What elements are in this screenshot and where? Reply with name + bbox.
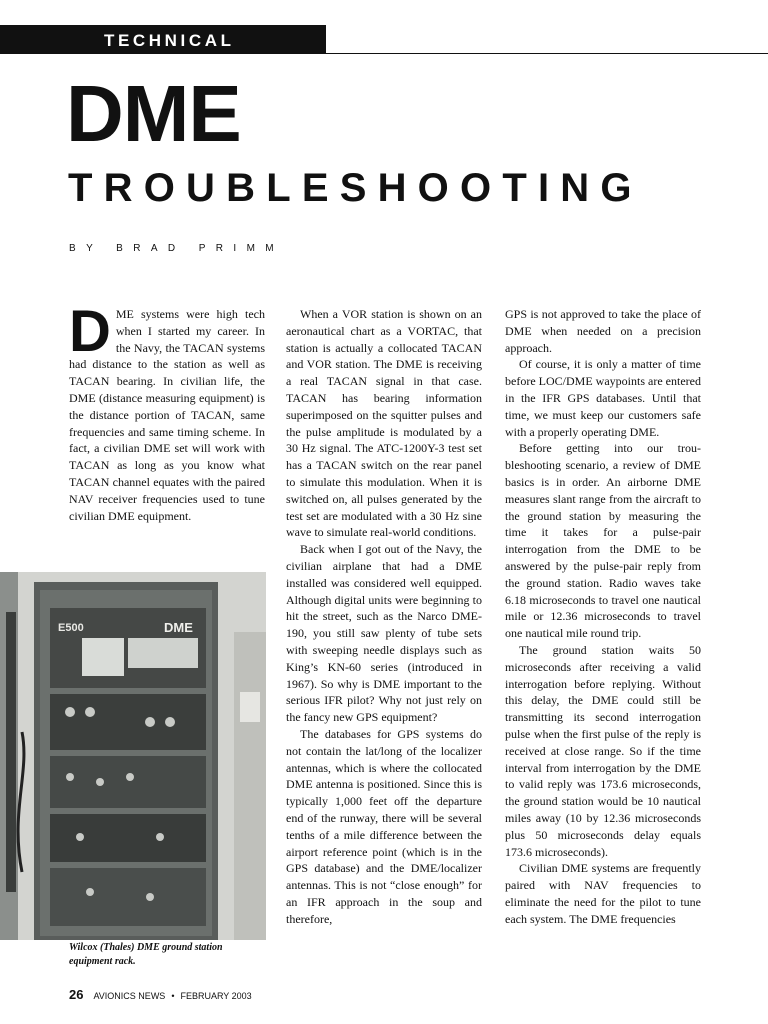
publication-name: AVIONICS NEWS bbox=[93, 991, 166, 1001]
article-subtitle: TROUBLESHOOTING bbox=[68, 166, 643, 210]
photo-label-right: DME bbox=[164, 620, 193, 635]
page-number: 26 bbox=[69, 987, 84, 1002]
paragraph: Civilian DME systems are frequently paired with NAV frequencies to eliminate the need for the pilot to tune each system. The DME frequencies bbox=[505, 861, 701, 926]
paragraph bbox=[69, 299, 265, 524]
drop-cap: D bbox=[69, 299, 111, 364]
paragraph: When a VOR station is shown on an aeronautical chart as a VORTAC, that station is actually a collocated TACAN and VOR station. The DME is receiving a real TACAN signal in that case. TACAN has bearing information superimposed on the squitter pulses and the pulse amplitude is modulated by a 30 Hz signal. The ATC-1200Y-3 test set has a TACAN switch on the rear panel to simulate this modulation. When it is switched on, all pulses generated by the test set are modulated with a 30 Hz sine wave to simulate real-world conditions. bbox=[286, 307, 482, 540]
equipment-rack-illustration bbox=[0, 572, 266, 940]
header-rule bbox=[326, 53, 768, 54]
photo-caption: Wilcox (Thales) DME ground station equipment rack. bbox=[69, 942, 223, 967]
paragraph: Back when I got out of the Navy, the civilian airplane that had a DME installed was considered well equipped. Although digital units were beginning to hit the street, such as the Narco DME-190, you still saw plenty of tube sets with sweeping needle displays such as King’s KN-60 series (introduced in 1967). So why is DME important to the serious IFR pilot? Why not just rely on the fancy new GPS equipment? bbox=[286, 542, 482, 725]
article-title: DME bbox=[66, 69, 241, 158]
section-label: TECHNICAL bbox=[104, 31, 235, 50]
paragraph-text: ME systems were high tech when I started my career. In the Navy, the TACAN systems had distance to the station as well as TACAN bearing. In civilian life, the DME (distance measuring equipment) is the distance portion of TACAN, same frequencies and same timing scheme. In fact, a civilian DME set will work with TACAN as long as you know what TACAN channel equates with the paired NAV receiver frequencies used to tune civilian DME equipment. bbox=[69, 307, 265, 523]
paragraph: Of course, it is only a matter of time before LOC/DME waypoints are entered in the IFR GPS databases. Until that time, we must keep our customers safe with a properly operating DME. bbox=[505, 357, 701, 439]
photo-label-left: E500 bbox=[58, 622, 84, 634]
text-column-3 bbox=[505, 306, 701, 927]
paragraph: GPS is not approved to take the place of DME when needed on a precision approach. bbox=[505, 307, 701, 355]
byline: BY BRAD PRIMM bbox=[69, 243, 285, 254]
issue-date: FEBRUARY 2003 bbox=[180, 991, 252, 1001]
paragraph: Before getting into our troubleshooting scenario, a review of DME basics is in order. An airborne DME measures slant range from the aircraft to the ground station by measuring the time it takes for a pulse-pair interrogation from the DME to be answered by the pulse-pair reply from the ground station. Radio waves take 6.18 microseconds to travel one nautical mile or 12.36 microseconds to travel one nautical mile round trip. bbox=[505, 441, 701, 641]
paragraph: The ground station waits 50 microseconds after receiving a valid interrogation before replying. Without this delay, the DME could still be transmitting its second interrogation pulse when the first pulse of the reply is received at close range. So if the time interval from interrogation by the DME to valid reply was 173.6 microseconds, the ground station would be 10 nautical miles away (10 by 12.36 microseconds plus 50 microseconds delay equals 173.6 microseconds). bbox=[505, 642, 701, 859]
paragraph: The databases for GPS systems do not contain the lat/long of the localizer antennas, which is where the collocated DME antenna is positioned. Since this is typically 1,000 feet off the departure end of the runway, there will be several tenths of a mile difference between the airport reference point (which is in the GPS database) and the DME/localizer antennas. This is not “close enough” for an IFR approach in the soup and therefore, bbox=[286, 726, 482, 926]
text-column-2 bbox=[286, 306, 482, 927]
footer-bullet: • bbox=[171, 991, 175, 1001]
page-footer bbox=[69, 987, 252, 1002]
text-column-1 bbox=[69, 299, 265, 524]
equipment-rack-photo bbox=[0, 572, 266, 940]
